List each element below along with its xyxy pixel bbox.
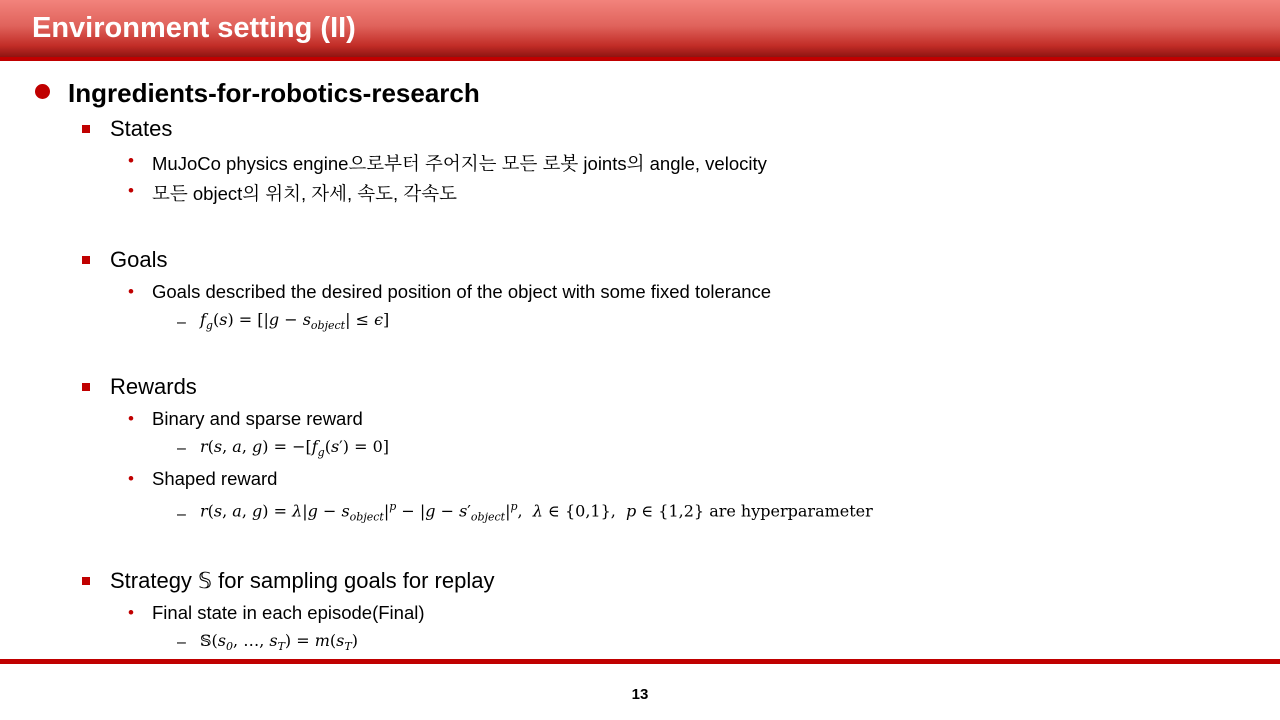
dash-bullet-icon: –	[177, 634, 186, 651]
level0-bullet-icon	[35, 84, 50, 99]
slide-title: Environment setting (II)	[32, 12, 356, 44]
dot-bullet-icon: •	[128, 603, 134, 622]
square-bullet-icon	[82, 125, 90, 133]
dot-bullet-icon: •	[128, 469, 134, 488]
shaped-reward-formula: r(s, a, $g) = \lambda|g - s_{object}|^p - |g - s'_{object}|^p$, λ ∈ {0,1}, p ∈ {1,2} are hyperparameter	[200, 500, 873, 524]
dash-bullet-icon: –	[177, 314, 186, 331]
dot-bullet-icon: •	[128, 282, 134, 301]
strategy-formula: $𝕊(s_0$, …, $s_T) = m(s_T)$	[200, 631, 358, 654]
goals-label: Goals	[110, 247, 168, 272]
goals-item: Goals described the desired position of the object with some fixed tolerance	[152, 281, 772, 302]
shaped-reward-label: Shaped reward	[152, 468, 278, 489]
title-bar	[0, 0, 1280, 57]
binary-reward-label: Binary and sparse reward	[152, 408, 363, 429]
dot-bullet-icon: •	[128, 151, 134, 170]
footer-divider	[0, 659, 1280, 664]
dot-bullet-icon: •	[128, 181, 134, 200]
states-label: States	[110, 116, 173, 141]
dot-bullet-icon: •	[128, 409, 134, 428]
square-bullet-icon	[82, 256, 90, 264]
binary-reward-formula: r(s, a, $g) = -[f_g(s') = 0]$	[200, 437, 390, 460]
states-item-1: MuJoCo physics engine으로부터 주어지는 모든 로봇 joints의 angle, velocity	[152, 153, 767, 174]
square-bullet-icon	[82, 383, 90, 391]
title-divider	[0, 57, 1280, 61]
goals-formula: $f_g(s) = [|g - s_{object}| \le \epsilon]$	[200, 310, 390, 333]
rewards-label: Rewards	[110, 374, 197, 399]
dash-bullet-icon: –	[177, 506, 186, 523]
dash-bullet-icon: –	[177, 440, 186, 457]
strategy-label: Strategy 𝕊 for sampling goals for replay	[110, 568, 495, 593]
states-item-2: 모든 object의 위치, 자세, 속도, 각속도	[152, 183, 457, 204]
section-heading: Ingredients-for-robotics-research	[68, 78, 480, 108]
square-bullet-icon	[82, 577, 90, 585]
strategy-item: Final state in each episode(Final)	[152, 602, 425, 623]
shaped-formula-suffix: are hyperparameter	[709, 501, 873, 521]
page-number: 13	[631, 686, 649, 703]
